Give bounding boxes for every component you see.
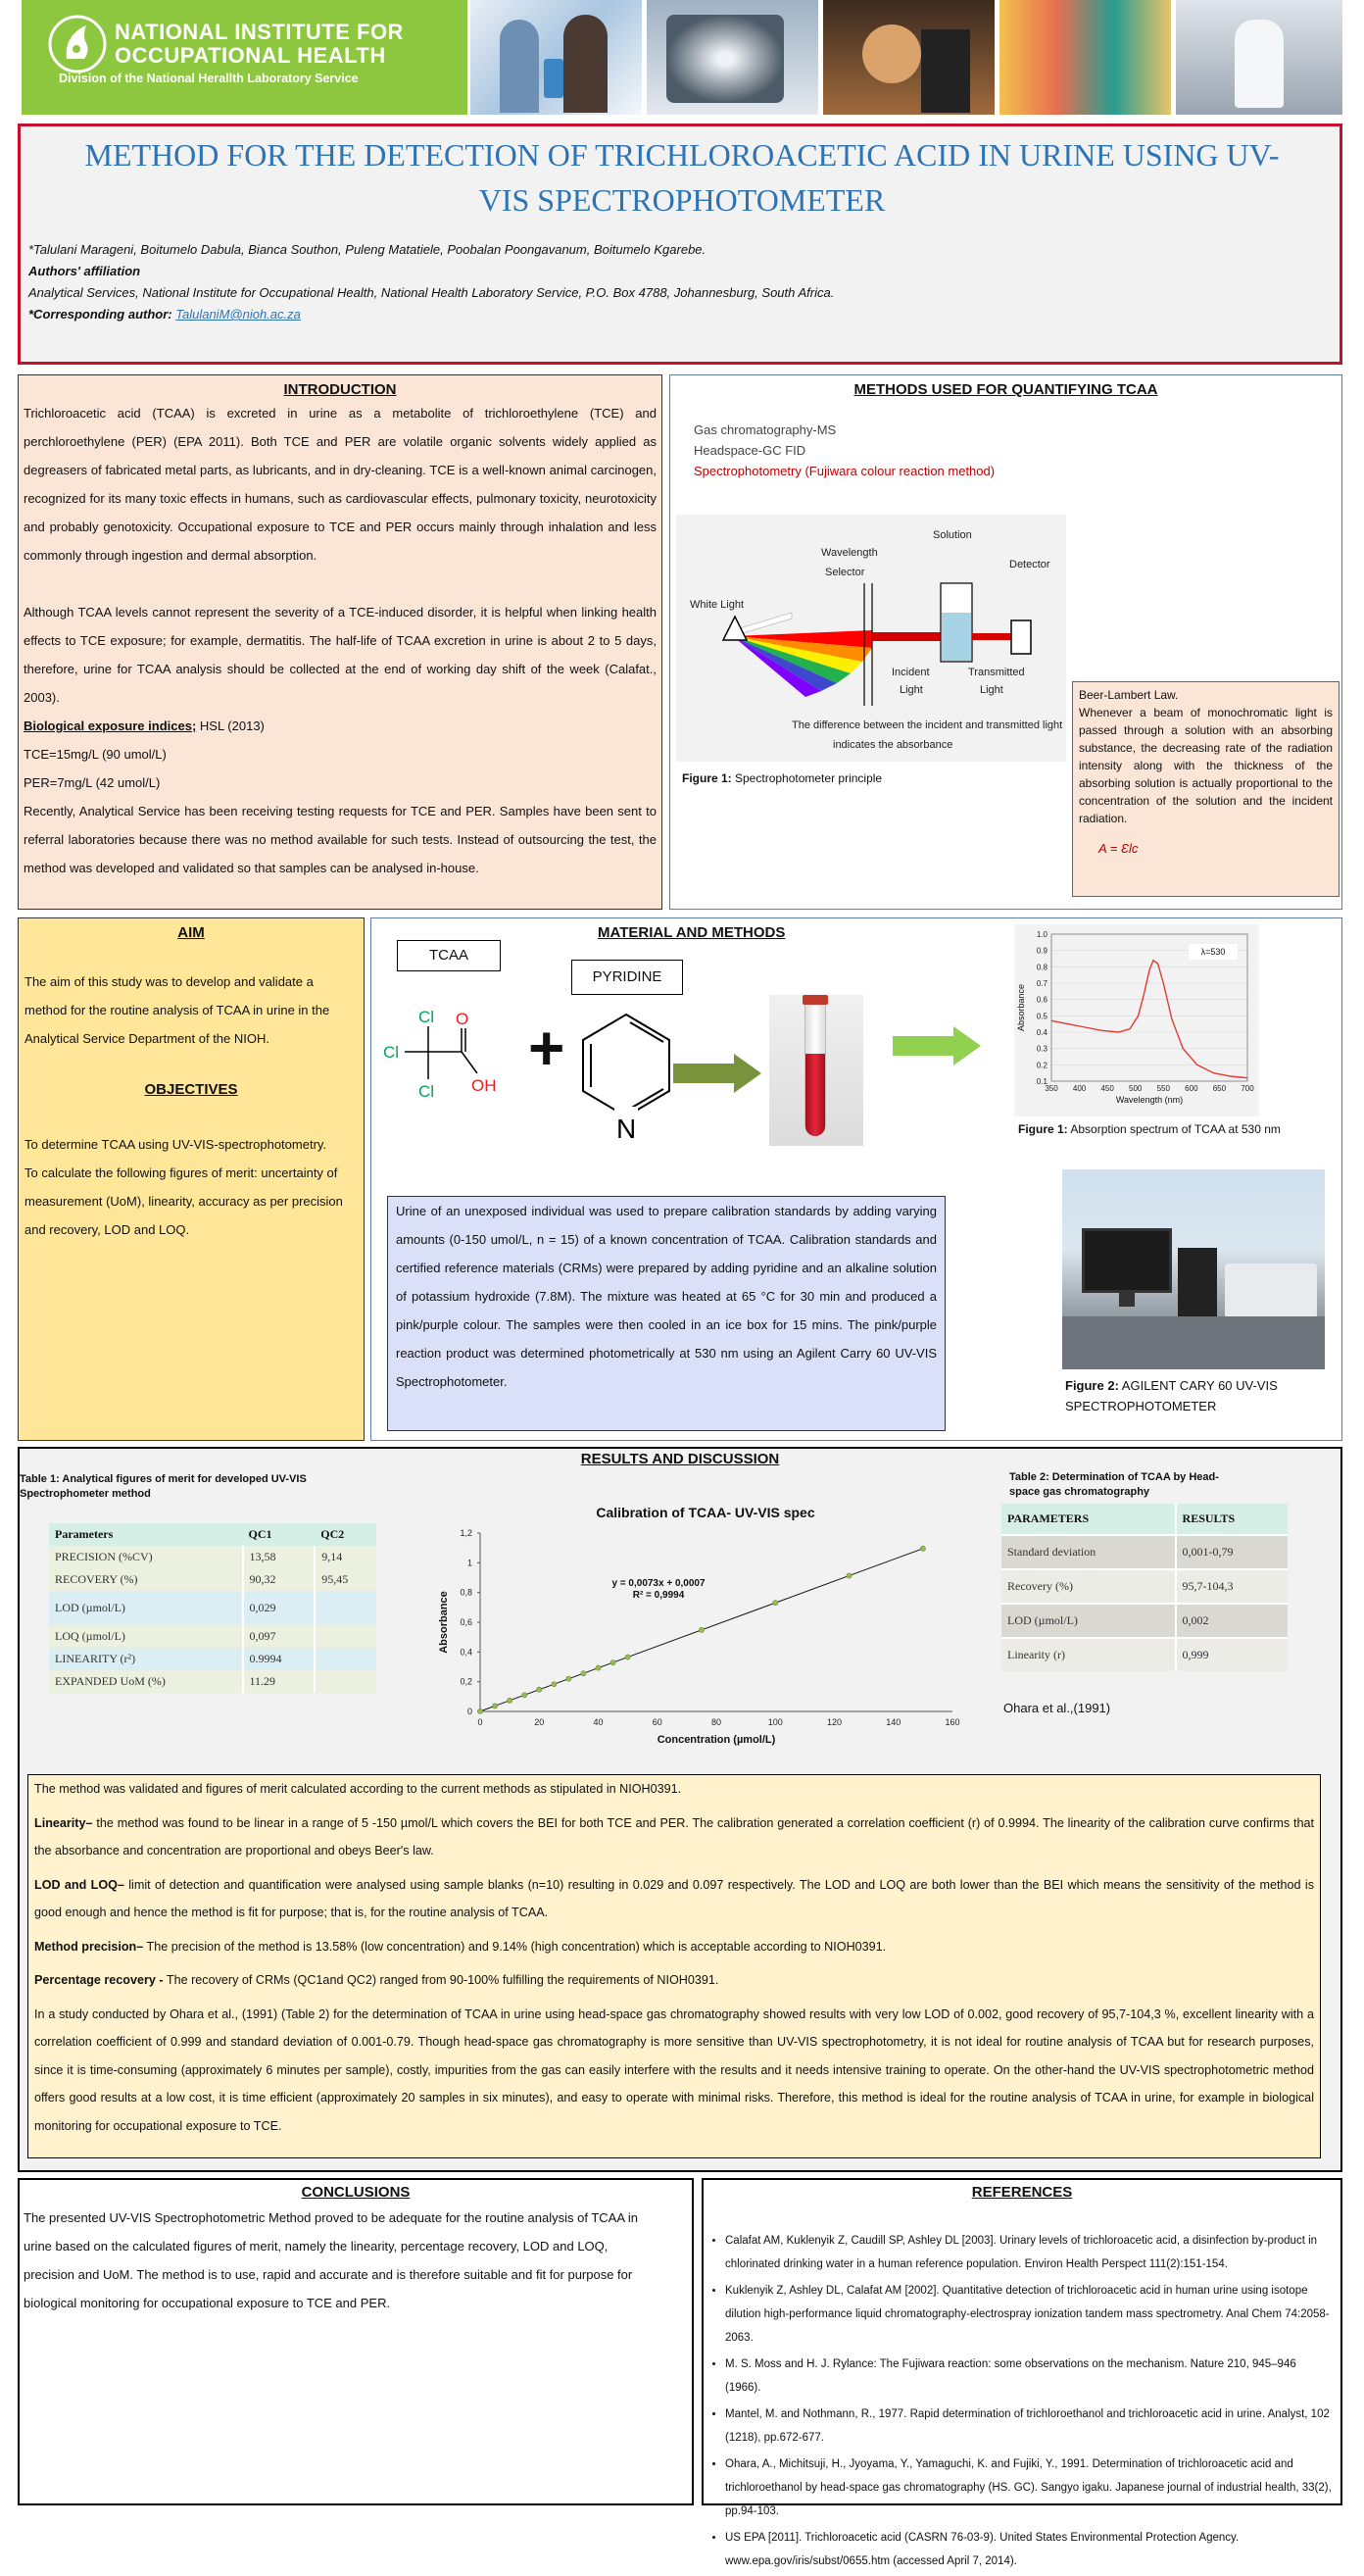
beer-lambert-title: Beer-Lambert Law.: [1079, 688, 1179, 702]
spectrum-figure-label: Figure 1:: [1018, 1122, 1068, 1136]
org-name-line2: OCCUPATIONAL HEALTH: [115, 43, 386, 68]
conclusions-section: [18, 2178, 694, 2505]
table1-cell-value: 0,029: [243, 1591, 316, 1625]
calibration-point: [508, 1698, 512, 1703]
table2-row: [1001, 1535, 1288, 1569]
spectrum-ytick-label: 1.0: [1036, 930, 1047, 939]
calibration-ytick-label: 1,2: [460, 1528, 472, 1538]
diagram-transmitted-light-line1: Transmitted: [968, 667, 1025, 678]
diagram-caption-line1: The difference between the incident and transmitted light: [792, 719, 1063, 731]
aim-section: [18, 917, 365, 1441]
table2-row: [1001, 1604, 1288, 1638]
diagram-incident-light-line1: Incident: [892, 667, 930, 678]
lod-paragraph: [34, 1871, 1314, 1927]
atom-cl-left: Cl: [383, 1043, 400, 1062]
bei-label: Biological exposure indices;: [24, 718, 197, 733]
recovery-paragraph: [34, 1966, 1314, 1995]
references-heading: REFERENCES: [971, 2184, 1073, 2201]
calibration-point: [581, 1671, 586, 1676]
nioh-logo-icon: [47, 14, 108, 74]
table2-cell-value: 0,001-0,79: [1176, 1535, 1288, 1569]
table1-header-qc1: QC1: [248, 1527, 272, 1541]
table1-header-qc2: QC2: [320, 1527, 345, 1541]
method-hsgc: Headspace-GC FID: [694, 443, 806, 458]
methods-heading: METHODS USED FOR QUANTIFYING TCAA: [853, 381, 1158, 398]
bei-line: [24, 712, 657, 740]
recovery-text: The recovery of CRMs (QC1and QC2) ranged from 90-100% fulfilling the requirements of NIOH0391.: [163, 1973, 719, 1987]
table1-cell-parameter: EXPANDED UoM (%): [55, 1674, 166, 1688]
header-photo-lab: [470, 0, 642, 115]
spectrum-ytick-label: 0.2: [1036, 1061, 1047, 1070]
references-section: [702, 2178, 1342, 2567]
poster-title: METHOD FOR THE DETECTION OF TRICHLOROACETIC ACID IN URINE USING UV-VIS SPECTROPHOTOMETER: [84, 137, 1280, 218]
calibration-xtick-label: 140: [886, 1717, 901, 1727]
corresponding-author: [28, 307, 301, 322]
tcaa-structure-icon: [381, 1001, 518, 1109]
comparison-paragraph: In a study conducted by Ohara et al., (1991) (Table 2) for the determination of TCAA in urine using head-space gas chromatography showed results with very low LOD of 0.002, good recovery of 95,7-104,3 %, excellent linearity with a correlation coefficient of 0.999 and standard deviation of 0.001-0.79. Though head-space gas chromatography is more sensitive than UV-VIS spectrophotometry, it is not ideal for routine analysis of TCAA but for research purposes, since it is time-consuming (approximately 6 minutes per sample), costly, impurities from the gas can easily interfere with the results and it needs intensive training to operate. On the other-hand the UV-VIS spectrophotometric method offers good results at a low cost, it is time efficient (approximately 20 samples in six minutes), and easy to operate with minimal risks. Therefore, this method is ideal for the routine analysis of TCAA in urine, for example in biological monitoring for occupational exposure to TCE.: [34, 2006, 1314, 2133]
reaction-arrow-icon: [673, 1054, 763, 1093]
calibration-xtick-label: 60: [652, 1717, 662, 1727]
test-tube-photo: [769, 995, 863, 1146]
figure1-text: Spectrophotometer principle: [731, 771, 883, 785]
introduction-body: [24, 399, 657, 882]
method-spectrophotometry: Spectrophotometry (Fujiwara colour reaction method): [694, 464, 996, 478]
spectrum-xtick-label: 600: [1185, 1084, 1198, 1093]
title-box: [18, 124, 1342, 365]
precision-text: The precision of the method is 13.58% (low concentration) and 9.14% (high concentration) which is acceptable according to NIOH0391.: [143, 1939, 887, 1954]
table1-row: [49, 1546, 376, 1568]
calibration-point: [596, 1665, 601, 1670]
calibration-point: [522, 1693, 527, 1698]
aim-heading: AIM: [177, 924, 205, 941]
calibration-title: Calibration of TCAA- UV-VIS spec: [596, 1505, 815, 1520]
calibration-point: [537, 1687, 542, 1692]
diagram-solution: Solution: [933, 529, 972, 541]
table1-row: [49, 1591, 376, 1625]
objective-1: To determine TCAA using UV-VIS-spectrophotometry.: [24, 1137, 327, 1152]
table1-cell-value: 9,14: [315, 1546, 376, 1568]
introduction-section: [18, 374, 662, 910]
calibration-point: [477, 1709, 482, 1713]
plus-sign: +: [528, 1013, 565, 1083]
calibration-point: [699, 1627, 704, 1632]
table2-cell-value: 0,999: [1176, 1638, 1288, 1671]
header-photo-worker: [1176, 0, 1342, 115]
reference-item: • Mantel, M. and Nothmann, R., 1977. Rapid determination of trichloroethanol and trichloroacetic acid in urine. Analyst, 102 (1218), pp.672-677.: [725, 2403, 1335, 2450]
hsgc-results-table: [1001, 1504, 1288, 1671]
org-name-line1: NATIONAL INSTITUTE FOR: [115, 20, 404, 44]
table1-cell-value: [315, 1591, 376, 1625]
pyridine-structure-icon: [567, 1005, 685, 1152]
recovery-label: Percentage recovery -: [34, 1973, 164, 1987]
methods-section: [669, 374, 1342, 910]
spectrum-xtick-label: 650: [1212, 1084, 1227, 1093]
spectrum-xtick-label: 500: [1129, 1084, 1143, 1093]
table1-cell-parameter: LOD (µmol/L): [55, 1601, 125, 1614]
table1-cell-parameter: PRECISION (%CV): [55, 1550, 153, 1563]
instrument-figure-label: Figure 2:: [1065, 1378, 1119, 1393]
spectrum-xtick-label: 400: [1072, 1084, 1087, 1093]
calibration-xtick-label: 120: [826, 1717, 843, 1727]
linearity-paragraph: [34, 1809, 1314, 1865]
diagram-wavelength-selector-line1: Wavelength: [821, 547, 878, 559]
table1-cell-value: [315, 1670, 376, 1693]
diagram-caption-line2: indicates the absorbance: [833, 739, 953, 751]
table1-row: [49, 1625, 376, 1648]
calibration-point: [492, 1704, 497, 1709]
spectrophotometer-diagram: [676, 515, 1066, 762]
table1-title: Table 1: Analytical figures of merit for developed UV-VIS Spectrophometer method: [20, 1473, 307, 1500]
spectrum-ytick-label: 0.1: [1036, 1077, 1047, 1086]
figure1-caption: [682, 771, 882, 785]
per-value: PER=7mg/L (42 umol/L): [24, 775, 161, 790]
table2-source: Ohara et al.,(1991): [1003, 1701, 1111, 1715]
org-subtitle: Division of the National Herallth Laboratory Service: [59, 72, 359, 85]
table2-header-parameters: PARAMETERS: [1001, 1504, 1176, 1535]
table2-header-results: RESULTS: [1182, 1511, 1236, 1525]
spectrum-xtick-label: 700: [1241, 1084, 1254, 1093]
method-gcms: Gas chromatography-MS: [694, 422, 837, 437]
spectrum-xtick-label: 350: [1045, 1084, 1058, 1093]
tce-value: TCE=15mg/L (90 umol/L): [24, 747, 167, 762]
objectives-list: [24, 1130, 358, 1244]
table1-header-parameters: Parameters: [55, 1527, 114, 1541]
table1-cell-parameter: LOQ (µmol/L): [55, 1629, 125, 1643]
table2-cell-value: 0,002: [1176, 1604, 1288, 1638]
absorption-spectrum-chart: [1014, 924, 1259, 1116]
table1-cell-value: 90,32: [243, 1568, 316, 1591]
header-photo-microscope: [823, 0, 995, 115]
spectrum-figure-text: Absorption spectrum of TCAA at 530 nm: [1067, 1122, 1281, 1136]
beer-lambert-formula: A = Ɛlc: [1098, 841, 1139, 856]
beer-lambert-text: Whenever a beam of monochromatic light is passed through a solution with an absorbing substance, the decreasing rate of the radiation intensity along with the thickness of the absorbing solution is actually proportional to the concentration of the solution and the incident radiation.: [1079, 706, 1333, 825]
lod-text: limit of detection and quantification were analysed using sample blanks (n=10) resulting in 0.029 and 0.097 respectively. The LOD and LOQ are both lower than the BEI which means the sensitivity of the method is good enough and hence the method is fit for purpose; that is, for the routine analysis of TCAA.: [34, 1877, 1314, 1919]
conclusions-text: The presented UV-VIS Spectrophotometric Method proved to be adequate for the routine analysis of TCAA in urine based on the calculated figures of merit, namely the linearity, percentage recovery, LOD and LOQ, precision and UoM. The method is to use, rapid and accurate and is therefore suitable and fit for purpose for biological monitoring for occupational exposure to TCE and PER.: [24, 2210, 639, 2310]
calibration-ytick-label: 0,8: [460, 1587, 472, 1598]
calibration-ylabel: Absorbance: [438, 1591, 450, 1654]
beer-lambert-box: [1072, 681, 1340, 897]
calibration-xtick-label: 100: [767, 1717, 783, 1727]
reference-item: • US EPA [2011]. Trichloroacetic acid (CASRN 76-03-9). United States Environmental Protection Agency. www.epa.gov/iris/subst/0655.htm (accessed April 7, 2014).: [725, 2526, 1335, 2573]
calibration-xtick-label: 80: [710, 1717, 722, 1727]
linearity-text: the method was found to be linear in a range of 5 -150 µmol/L which covers the BEI for both TCE and PER. The calibration generated a correlation coefficient (r) of 0.9994. The linearity of the calibration curve confirms that the absorbance and concentration are proportional and obeys Beer's law.: [34, 1815, 1314, 1858]
atom-oh: OH: [471, 1076, 497, 1095]
atom-o: O: [456, 1010, 469, 1028]
objective-2: To calculate the following figures of merit: uncertainty of measurement (UoM), linearity, accuracy as per precision and recovery, LOD and LOQ.: [24, 1165, 343, 1237]
references-list: [707, 2229, 1335, 2576]
table2-cell-parameter: LOD (µmol/L): [1001, 1604, 1176, 1638]
pyridine-label: PYRIDINE: [592, 968, 662, 985]
bei-source: HSL (2013): [196, 718, 265, 733]
objectives-heading: OBJECTIVES: [144, 1081, 238, 1098]
linearity-label: Linearity–: [34, 1815, 93, 1830]
affiliation-label: Authors' affiliation: [28, 264, 141, 278]
calibration-xlabel: Concentration (µmol/L): [657, 1734, 776, 1746]
calibration-xtick-label: 40: [593, 1717, 604, 1727]
calibration-xtick-label: 160: [945, 1717, 960, 1727]
calibration-point: [566, 1676, 571, 1681]
reference-item: • Kuklenyik Z, Ashley DL, Calafat AM [2002]. Quantitative detection of trichloroacetic acid in human urine using isotope dilution high-performance liquid chromatography-electrospray ionization tandem mass spectrometry. Anal Chem 74:2058-2063.: [725, 2279, 1335, 2350]
materials-text-box: Urine of an unexposed individual was used to prepare calibration standards by adding varying amounts (0-150 umol/L, n = 15) of a known concentration of TCAA. Calibration standards and certified reference materials (CRMs) were prepared by adding pyridine and an alkaline solution of potassium hydroxide (7.8M). The mixture was heated at 65 °C for 30 min and produced a pink/purple colour. The samples were then cooled in an ice box for 15 mins. The pink/purple reaction product was determined photometrically at 530 nm using an Agilent Carry 60 UV-VIS Spectrophotometer.: [387, 1196, 946, 1431]
tcaa-label-box: [397, 940, 501, 971]
reference-item: • Calafat AM, Kuklenyik Z, Caudill SP, Ashley DL [2003]. Urinary levels of trichloroacetic acid, a disinfection by-product in chlorinated drinking water in a human reference population. Environ Health Perspect 111(2):151-154.: [725, 2229, 1335, 2276]
table2-cell-parameter: Recovery (%): [1001, 1569, 1176, 1604]
diagram-wavelength-selector-line2: Selector: [825, 567, 865, 578]
atom-n: N: [616, 1114, 637, 1144]
table2-row: [1001, 1638, 1288, 1671]
calibration-ytick-label: 0: [466, 1707, 472, 1716]
header-photo-tubes: [999, 0, 1171, 115]
calibration-chart: [412, 1500, 980, 1757]
result-arrow-icon: [893, 1026, 983, 1065]
table1-row: [49, 1648, 376, 1670]
authors: *Talulani Marageni, Boitumelo Dabula, Bianca Southon, Puleng Matatiele, Poobalan Poongavanum, Boitumelo Kgarebe.: [28, 242, 706, 257]
table1-cell-value: 95,45: [315, 1568, 376, 1591]
instrument-photo: [1062, 1169, 1325, 1369]
spectrum-ytick-label: 0.8: [1036, 963, 1047, 972]
spectrum-xtick-label: 550: [1156, 1084, 1170, 1093]
affiliation: Analytical Services, National Institute for Occupational Health, National Health Laboratory Service, P.O. Box 4788, Johannesburg, South Africa.: [28, 285, 835, 300]
calibration-equation: y = 0,0073x + 0,0007: [611, 1578, 706, 1589]
intro-paragraph-3: Recently, Analytical Service has been receiving testing requests for TCE and PER. Samples have been sent to referral laboratories because there was no method available for such tests. Instead of outsourcing the test, the method was developed and validated so that samples can be analysed in-house.: [24, 804, 657, 875]
calibration-ytick-label: 1: [466, 1558, 472, 1568]
calibration-point: [625, 1655, 630, 1660]
table1-cell-value: [315, 1625, 376, 1648]
calibration-r2: R² = 0,9994: [632, 1590, 685, 1601]
diagram-white-light: White Light: [690, 599, 745, 611]
introduction-heading: INTRODUCTION: [283, 381, 397, 398]
pyridine-label-box: [571, 960, 683, 995]
results-intro: The method was validated and figures of merit calculated according to the current methods as stipulated in NIOH0391.: [34, 1782, 682, 1796]
results-heading: RESULTS AND DISCUSSION: [580, 1451, 780, 1467]
figure1-label: Figure 1:: [682, 771, 732, 785]
table1-cell-parameter: RECOVERY (%): [55, 1572, 138, 1586]
lod-label: LOD and LOQ–: [34, 1877, 124, 1892]
table1-cell-value: [315, 1648, 376, 1670]
table1-cell-parameter: LINEARITY (r²): [55, 1652, 136, 1665]
table1-cell-value: 0,097: [243, 1625, 316, 1648]
table1-cell-value: 13,58: [243, 1546, 316, 1568]
tcaa-label: TCAA: [428, 947, 468, 964]
results-discussion-box: [27, 1774, 1321, 2158]
calibration-point: [920, 1546, 925, 1551]
table1-row: [49, 1670, 376, 1693]
spectrum-ylabel: Absorbance: [1016, 983, 1026, 1032]
instrument-figure-caption: [1065, 1375, 1330, 1416]
spectrum-annotation: λ=530: [1200, 947, 1226, 957]
corresponding-label: *Corresponding author:: [28, 307, 172, 322]
spectrum-series-line: [1051, 961, 1247, 1078]
reference-item: • Ohara, A., Michitsuji, H., Jyoyama, Y., Yamaguchi, K. and Fujiki, Y., 1991. Determination of trichloroacetic acid and trichloroethanol by head-space gas chromatography (HS. GC). Sangyo igaku. Japanese journal of industrial health, 33(2), pp.94-103.: [725, 2452, 1335, 2523]
calibration-point: [773, 1601, 778, 1606]
corresponding-email-link[interactable]: TalulaniM@nioh.ac.za: [175, 307, 301, 322]
intro-paragraph-1: Trichloroacetic acid (TCAA) is excreted in urine as a metabolite of trichloroethylene (TCE) and perchloroethylene (PER) (EPA 2011). Both TCE and PER are volatile organic solvents widely applied as degreasers of fabricated metal parts, as lubricants, and in dry-cleaning. TCE is a well-known animal carcinogen, recognized for its many toxic effects in humans, such as cardiovascular effects, pulmonary toxicity, neurotoxicity and probably genotoxicity. Occupational exposure to TCE and PER occurs mainly through inhalation and less commonly through ingestion and dermal absorption.: [24, 406, 657, 563]
diagram-detector: Detector: [1009, 559, 1050, 570]
header-banner: [22, 0, 467, 115]
aim-text: The aim of this study was to develop and validate a method for the routine analysis of TCAA in urine in the Analytical Service Department of the NIOH.: [24, 974, 330, 1046]
table1-cell-value: 11.29: [243, 1670, 316, 1693]
calibration-xtick-label: 20: [534, 1717, 545, 1727]
spectrum-xlabel: Wavelength (nm): [1115, 1095, 1184, 1105]
table1-cell-value: 0.9994: [243, 1648, 316, 1670]
calibration-point: [847, 1573, 852, 1578]
calibration-ytick-label: 0,2: [460, 1676, 472, 1687]
calibration-point: [610, 1660, 615, 1665]
intro-paragraph-2: Although TCAA levels cannot represent the severity of a TCE-induced disorder, it is helpful when linking health effects to TCE exposure; for example, dermatitis. The half-life of TCAA excretion in urine is about 2 to 5 days, therefore, urine for TCAA analysis should be collected at the end of working day shift of the week (Calafat., 2003).: [24, 605, 657, 705]
table2-cell-parameter: Standard deviation: [1001, 1535, 1176, 1569]
calibration-xtick-label: 0: [477, 1717, 483, 1727]
spectrum-ytick-label: 0.9: [1036, 946, 1047, 956]
atom-cl-top: Cl: [418, 1008, 435, 1026]
materials-section: [370, 917, 1342, 1441]
header-photo-xray: [647, 0, 818, 115]
spectrum-xtick-label: 450: [1100, 1084, 1114, 1093]
spectrum-ytick-label: 0.3: [1036, 1044, 1047, 1054]
spectrum-figure-caption: [1018, 1122, 1281, 1136]
reference-item: • M. S. Moss and H. J. Rylance: The Fujiwara reaction: some observations on the mechanism. Nature 210, 945–946 (1966).: [725, 2353, 1335, 2400]
conclusions-heading: CONCLUSIONS: [301, 2184, 411, 2201]
precision-paragraph: [34, 1933, 1314, 1961]
table2-cell-parameter: Linearity (r): [1001, 1638, 1176, 1671]
table2-cell-value: 95,7-104,3: [1176, 1569, 1288, 1604]
figures-of-merit-table: [49, 1523, 376, 1693]
instrument-figure-text: AGILENT CARY 60 UV-VIS SPECTROPHOTOMETER: [1065, 1378, 1278, 1413]
diagram-incident-light-line2: Light: [900, 684, 923, 696]
spectrum-ytick-label: 0.5: [1036, 1012, 1047, 1021]
spectrum-ytick-label: 0.7: [1036, 979, 1047, 988]
calibration-ytick-label: 0,4: [460, 1647, 472, 1658]
spectrum-ytick-label: 0.6: [1036, 995, 1047, 1005]
calibration-point: [552, 1682, 557, 1687]
precision-label: Method precision–: [34, 1939, 144, 1954]
table2-title: Table 2: Determination of TCAA by Head-space gas chromatography: [1009, 1471, 1219, 1498]
materials-heading: MATERIAL AND METHODS: [598, 924, 786, 941]
results-section: [18, 1447, 1342, 2172]
table1-row: [49, 1568, 376, 1591]
table2-row: [1001, 1569, 1288, 1604]
spectrum-ytick-label: 0.4: [1036, 1028, 1047, 1037]
diagram-transmitted-light-line2: Light: [980, 684, 1003, 696]
atom-cl-bottom: Cl: [418, 1082, 435, 1101]
calibration-ytick-label: 0,6: [460, 1617, 472, 1627]
